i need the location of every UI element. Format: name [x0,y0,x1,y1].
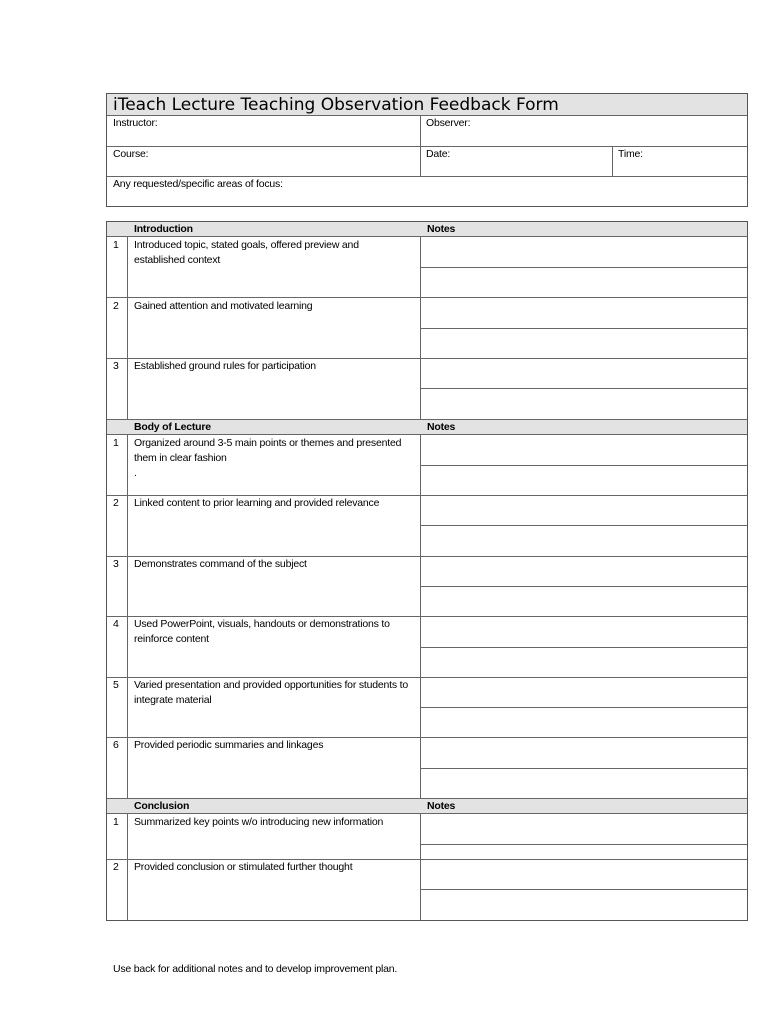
item-number: 4 [113,618,119,630]
notes-cell[interactable] [421,298,747,358]
item-number: 2 [113,497,119,509]
notes-cell[interactable] [421,738,747,798]
item-number: 5 [113,679,119,691]
item-number: 2 [113,300,119,312]
page-title: iTeach Lecture Teaching Observation Feedback Form [113,95,559,115]
item-number: 1 [113,239,119,251]
course-field[interactable]: Course: [113,148,149,160]
criterion-text: Established ground rules for participation [134,360,316,372]
item-number: 1 [113,816,119,828]
item-number: 1 [113,437,119,449]
criterion-text: Organized around 3-5 main points or themes and presented them in clear fashion [134,437,402,464]
criterion-text: Provided conclusion or stimulated further thought [134,861,353,873]
date-field[interactable]: Date: [426,148,451,160]
observer-field[interactable]: Observer: [426,117,471,129]
section-heading-body: Body of Lecture [134,421,211,433]
notes-cell[interactable] [421,814,747,859]
section-heading-introduction: Introduction [134,223,193,235]
criterion-text: Provided periodic summaries and linkages [134,739,324,751]
notes-cell[interactable] [421,435,747,495]
notes-cell[interactable] [421,678,747,737]
notes-cell[interactable] [421,359,747,419]
criterion-extra: . [134,467,137,479]
notes-cell[interactable] [421,237,747,297]
criterion-text: Gained attention and motivated learning [134,300,313,312]
item-number: 3 [113,360,119,372]
notes-cell[interactable] [421,557,747,616]
item-number: 2 [113,861,119,873]
criterion-text: Demonstrates command of the subject [134,558,307,570]
criterion-text: Introduced topic, stated goals, offered preview and established context [134,239,359,266]
notes-heading: Notes [427,421,456,433]
section-heading-conclusion: Conclusion [134,800,190,812]
instructor-field[interactable]: Instructor: [113,117,158,129]
item-number: 3 [113,558,119,570]
criterion-text: Linked content to prior learning and provided relevance [134,497,380,509]
criterion-text: Varied presentation and provided opportunities for students to integrate material [134,679,409,706]
item-number: 6 [113,739,119,751]
notes-cell[interactable] [421,496,747,556]
criterion-text: Used PowerPoint, visuals, handouts or demonstrations to reinforce content [134,618,390,645]
focus-field[interactable]: Any requested/specific areas of focus: [113,178,283,190]
notes-heading: Notes [427,223,456,235]
notes-cell[interactable] [421,860,747,920]
notes-cell[interactable] [421,617,747,677]
time-field[interactable]: Time: [618,148,643,160]
criterion-text: Summarized key points w/o introducing new information [134,816,384,828]
notes-heading: Notes [427,800,456,812]
footer-note: Use back for additional notes and to develop improvement plan. [113,963,398,975]
